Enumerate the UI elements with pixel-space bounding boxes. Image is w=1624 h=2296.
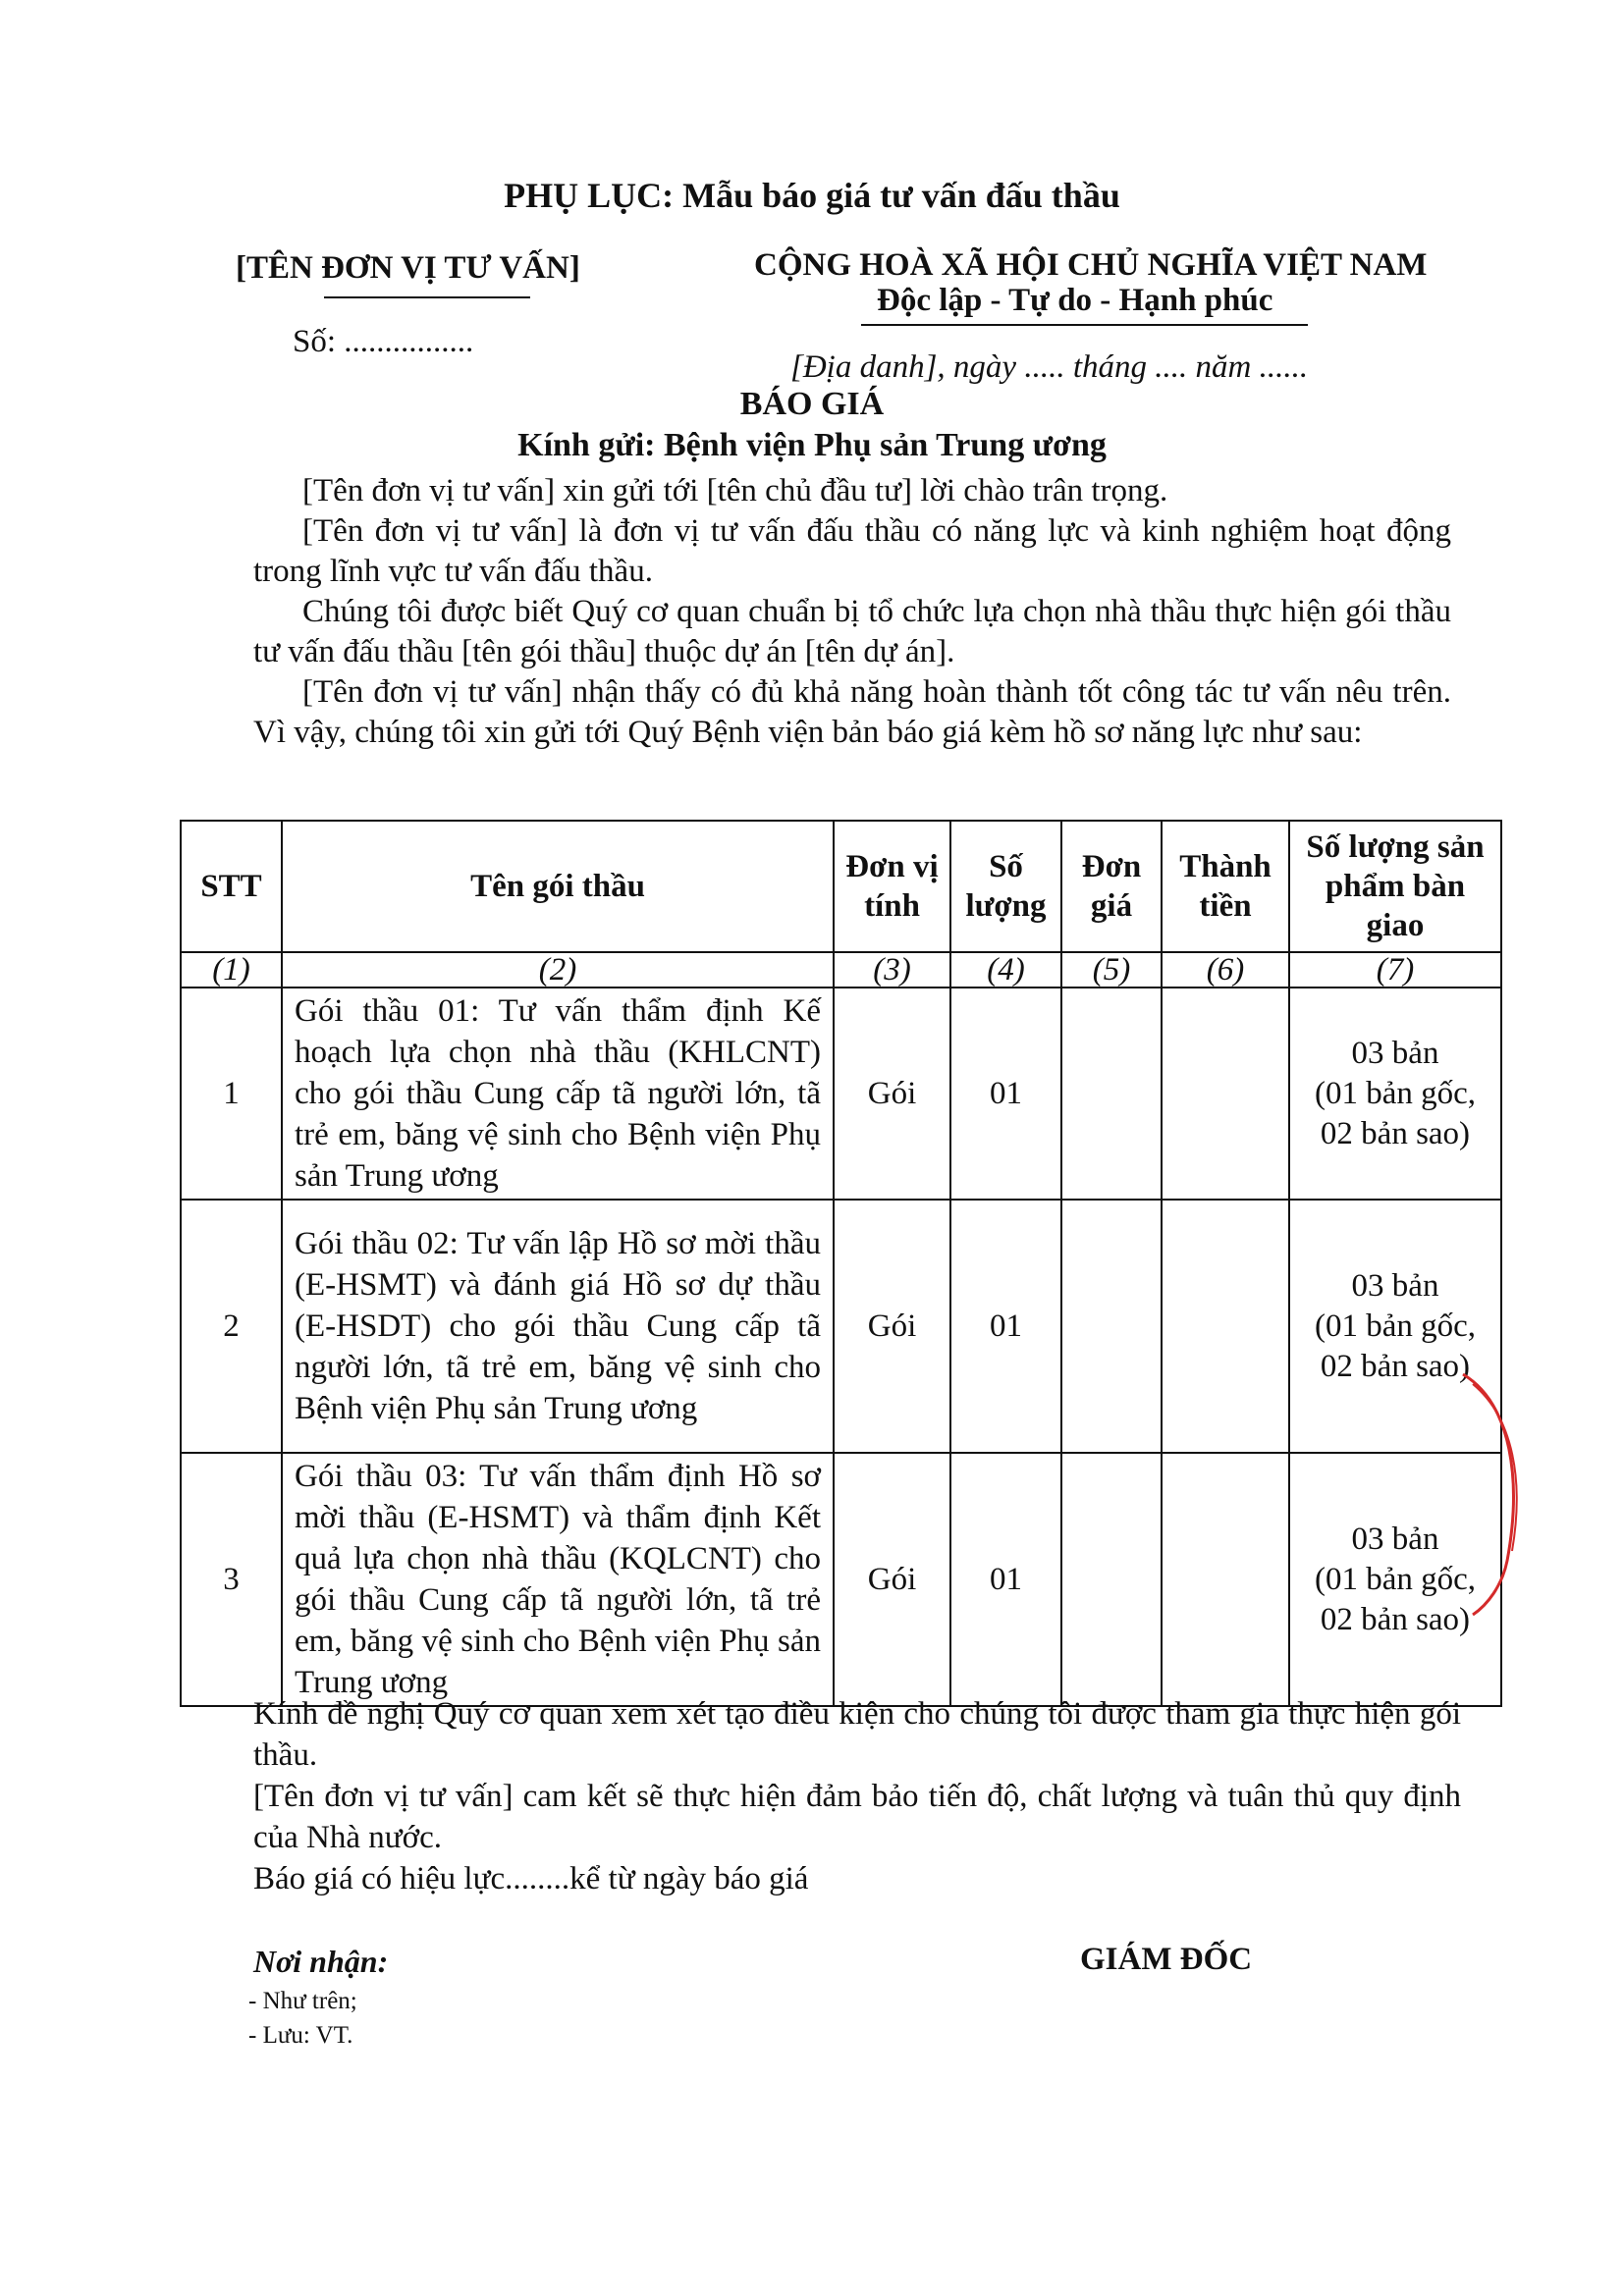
- consultant-org-name: [TÊN ĐƠN VỊ TƯ VẤN]: [236, 250, 580, 286]
- place-date: [Địa danh], ngày ..... tháng .... năm ......: [790, 349, 1309, 385]
- row-unit: Gói: [834, 1453, 950, 1706]
- deliverable-count: 03 bản: [1351, 1035, 1439, 1071]
- row-quantity: 01: [950, 1200, 1061, 1453]
- row-total: [1162, 1453, 1289, 1706]
- column-number: (3): [834, 952, 950, 988]
- national-title: CỘNG HOÀ XÃ HỘI CHỦ NGHĨA VIỆT NAM: [754, 247, 1428, 283]
- row-unit-price: [1061, 1453, 1162, 1706]
- table-row: [181, 1200, 1501, 1453]
- national-motto: Độc lập - Tự do - Hạnh phúc: [877, 283, 1273, 318]
- header-quantity: Số lượng: [950, 821, 1061, 952]
- motto-underline: [861, 324, 1308, 326]
- row-stt: 1: [181, 988, 282, 1200]
- header-package-name: Tên gói thầu: [282, 821, 834, 952]
- row-unit-price: [1061, 988, 1162, 1200]
- row-unit: Gói: [834, 988, 950, 1200]
- quote-validity: Báo giá có hiệu lực........kể từ ngày báo giá: [253, 1861, 809, 1896]
- column-number: (6): [1162, 952, 1289, 988]
- document-number: Số: ................: [293, 324, 474, 359]
- deliverable-count: 03 bản: [1351, 1267, 1439, 1304]
- deliverable-original: (01 bản gốc,: [1314, 1308, 1477, 1344]
- paragraph-offer: [Tên đơn vị tư vấn] nhận thấy có đủ khả năng hoàn thành tốt công tác tư vấn nêu trên. Vì vậy, chúng tôi xin gửi tới Quý Bệnh viện bản báo giá kèm hồ sơ năng lực như sau:: [253, 674, 1451, 750]
- appendix-title: PHỤ LỤC: Mẫu báo giá tư vấn đấu thầu: [504, 176, 1120, 215]
- column-number: (1): [181, 952, 282, 988]
- row-package-name: Gói thầu 03: Tư vấn thẩm định Hồ sơ mời thầu (E-HSMT) và thẩm định Kết quả lựa chọn nhà thầu (KQLCNT) cho gói thầu Cung cấp tã người lớn, tã trẻ em, băng vệ sinh cho Bệnh viện Phụ sản Trung ương: [282, 1453, 834, 1706]
- row-stt: 2: [181, 1200, 282, 1453]
- deliverable-original: (01 bản gốc,: [1314, 1561, 1477, 1597]
- deliverable-original: (01 bản gốc,: [1314, 1075, 1477, 1111]
- row-quantity: 01: [950, 988, 1061, 1200]
- table-header-row: [181, 821, 1501, 952]
- recipients-title: Nơi nhận:: [253, 1944, 389, 1979]
- column-number: (4): [950, 952, 1061, 988]
- header-unit-price: Đơn giá: [1061, 821, 1162, 952]
- document-title: BÁO GIÁ: [739, 386, 885, 422]
- row-package-name: Gói thầu 02: Tư vấn lập Hồ sơ mời thầu (E-HSMT) và đánh giá Hồ sơ dự thầu (E-HSDT) cho gói thầu Cung cấp tã người lớn, tã trẻ em, băng vệ sinh cho Bệnh viện Phụ sản Trung ương: [282, 1200, 834, 1453]
- row-total: [1162, 1200, 1289, 1453]
- recipient-item: - Lưu: VT.: [248, 2022, 353, 2049]
- closing-commitment: [Tên đơn vị tư vấn] cam kết sẽ thực hiện đảm bảo tiến độ, chất lượng và tuân thủ quy định của Nhà nước.: [253, 1779, 1461, 1855]
- paragraph-greeting: [Tên đơn vị tư vấn] xin gửi tới [tên chủ đầu tư] lời chào trân trọng.: [302, 473, 1168, 508]
- deliverable-count: 03 bản: [1351, 1521, 1439, 1557]
- deliverable-copies: 02 bản sao): [1320, 1115, 1471, 1151]
- org-name-underline: [324, 296, 530, 298]
- recipient-line: Kính gửi: Bệnh viện Phụ sản Trung ương: [517, 427, 1107, 463]
- header-stt: STT: [181, 821, 282, 952]
- red-stamp-fragment: [1453, 1364, 1542, 1620]
- paragraph-intro: [Tên đơn vị tư vấn] là đơn vị tư vấn đấu thầu có năng lực và kinh nghiệm hoạt động trong lĩnh vực tư vấn đấu thầu.: [253, 513, 1451, 589]
- row-unit-price: [1061, 1200, 1162, 1453]
- paragraph-purpose: Chúng tôi được biết Quý cơ quan chuẩn bị tổ chức lựa chọn nhà thầu thực hiện gói thầu tư vấn đấu thầu [tên gói thầu] thuộc dự án [tên dự án].: [253, 594, 1451, 669]
- column-number-row: [181, 952, 1501, 988]
- table-row: [181, 1453, 1501, 1706]
- table-row: [181, 988, 1501, 1200]
- quotation-table: [180, 820, 1502, 1707]
- row-unit: Gói: [834, 1200, 950, 1453]
- closing-request: Kính đề nghị Quý cơ quan xem xét tạo điều kiện cho chúng tôi được tham gia thực hiện gói thầu.: [253, 1696, 1461, 1773]
- column-number: (7): [1289, 952, 1501, 988]
- recipient-item: - Như trên;: [248, 1988, 357, 2014]
- header-deliverables: Số lượng sản phẩm bàn giao: [1289, 821, 1501, 952]
- signature-title: GIÁM ĐỐC: [1080, 1942, 1253, 1977]
- column-number: (5): [1061, 952, 1162, 988]
- row-stt: 3: [181, 1453, 282, 1706]
- column-number: (2): [282, 952, 834, 988]
- deliverable-copies: 02 bản sao): [1320, 1601, 1471, 1637]
- row-package-name: Gói thầu 01: Tư vấn thẩm định Kế hoạch lựa chọn nhà thầu (KHLCNT) cho gói thầu Cung cấp tã người lớn, tã trẻ em, băng vệ sinh cho Bệnh viện Phụ sản Trung ương: [282, 988, 834, 1200]
- row-deliverables: [1289, 988, 1501, 1200]
- header-total: Thành tiền: [1162, 821, 1289, 952]
- header-unit: Đơn vị tính: [834, 821, 950, 952]
- deliverable-copies: 02 bản sao): [1320, 1348, 1471, 1384]
- row-quantity: 01: [950, 1453, 1061, 1706]
- row-total: [1162, 988, 1289, 1200]
